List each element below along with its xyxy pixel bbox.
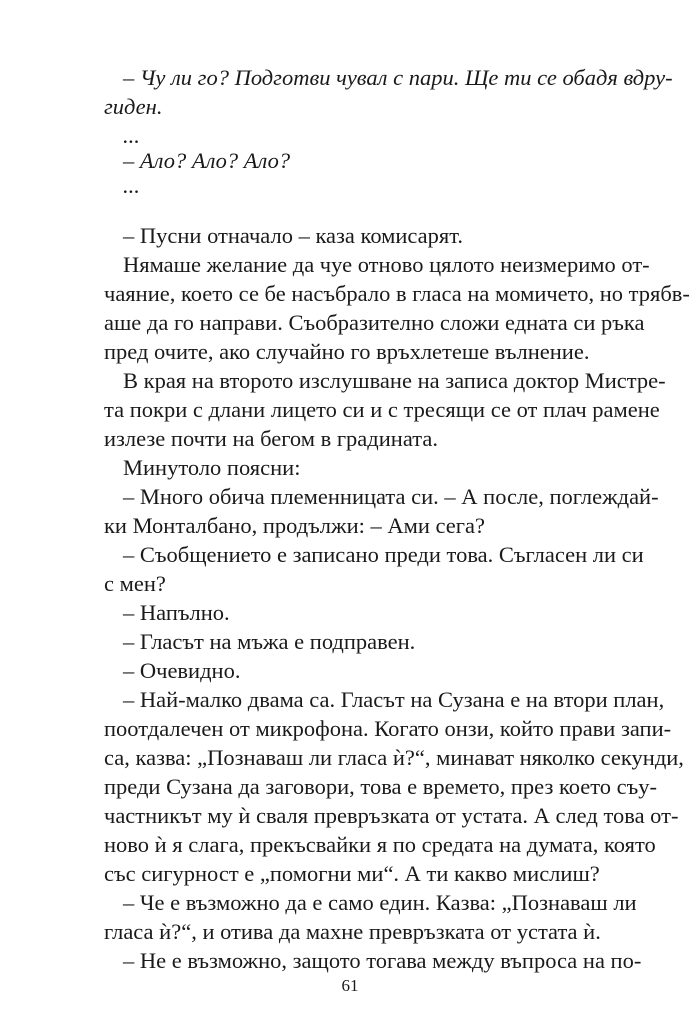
text-line: поотдалечен от микрофона. Когато онзи, който прави запи- bbox=[104, 716, 672, 741]
text-line: чаяние, което се бе насъбрало в гласа на момичето, но трябв- bbox=[104, 281, 690, 306]
text-line: ново ѝ я слага, прекъсвайки я по средата на думата, която bbox=[104, 832, 656, 857]
text-line: – Съобщението е записано преди това. Съгласен ли си bbox=[123, 542, 644, 567]
text-line: частникът му ѝ сваля превръзката от устата. А след това от- bbox=[104, 803, 679, 828]
text-line: В края на второто изслушване на записа доктор Мистре- bbox=[123, 368, 666, 393]
text-line: гласа ѝ?“, и отива да махне превръзката от устата ѝ. bbox=[104, 919, 601, 944]
text-line: излезе почти на бегом в градината. bbox=[104, 426, 438, 451]
text-line: – Най-малко двама са. Гласът на Сузана е на втори план, bbox=[123, 687, 665, 712]
page-number: 61 bbox=[341, 976, 359, 995]
text-line: Нямаше желание да чуе отново цялото неизмеримо от- bbox=[123, 252, 650, 277]
text-line: Минутоло поясни: bbox=[123, 455, 301, 480]
text-line: преди Сузана да заговори, това е времето, през което съу- bbox=[104, 774, 658, 799]
text-line: – Напълно. bbox=[123, 600, 230, 625]
text-line: със сигурност е „помогни ми“. А ти какво мислиш? bbox=[104, 861, 600, 886]
text-line: – Не е възможно, защото тогава между въпроса на по- bbox=[123, 948, 642, 973]
text-line: пред очите, ако случайно го връхлетеше вълнение. bbox=[104, 339, 590, 364]
text-line: – Много обича племенницата си. – А после, поглеждай- bbox=[123, 484, 659, 509]
text-line: аше да го направи. Съобразително сложи едната си ръка bbox=[104, 310, 645, 335]
text-line: ... bbox=[123, 173, 140, 198]
text-line: – Очевидно. bbox=[123, 658, 241, 683]
text-line: – Пусни отначало – каза комисарят. bbox=[123, 223, 464, 248]
text-line: ... bbox=[123, 123, 140, 148]
text-line: та покри с длани лицето си и с тресящи се от плач рамене bbox=[104, 397, 660, 422]
text-line: са, казва: „Познаваш ли гласа ѝ?“, минават няколко секунди, bbox=[104, 745, 684, 770]
text-line: – Чу ли го? Подготви чувал с пари. Ще ти се обадя вдру- bbox=[123, 65, 673, 90]
text-line: – Гласът на мъжа е подправен. bbox=[123, 629, 416, 654]
text-line: ки Монталбано, продължи: – Ами сега? bbox=[104, 513, 485, 538]
text-line: с мен? bbox=[104, 571, 166, 596]
text-line: – Че е възможно да е само един. Казва: „Познаваш ли bbox=[123, 890, 637, 915]
text-line: гиден. bbox=[104, 94, 163, 119]
text-line: – Ало? Ало? Ало? bbox=[123, 148, 291, 173]
